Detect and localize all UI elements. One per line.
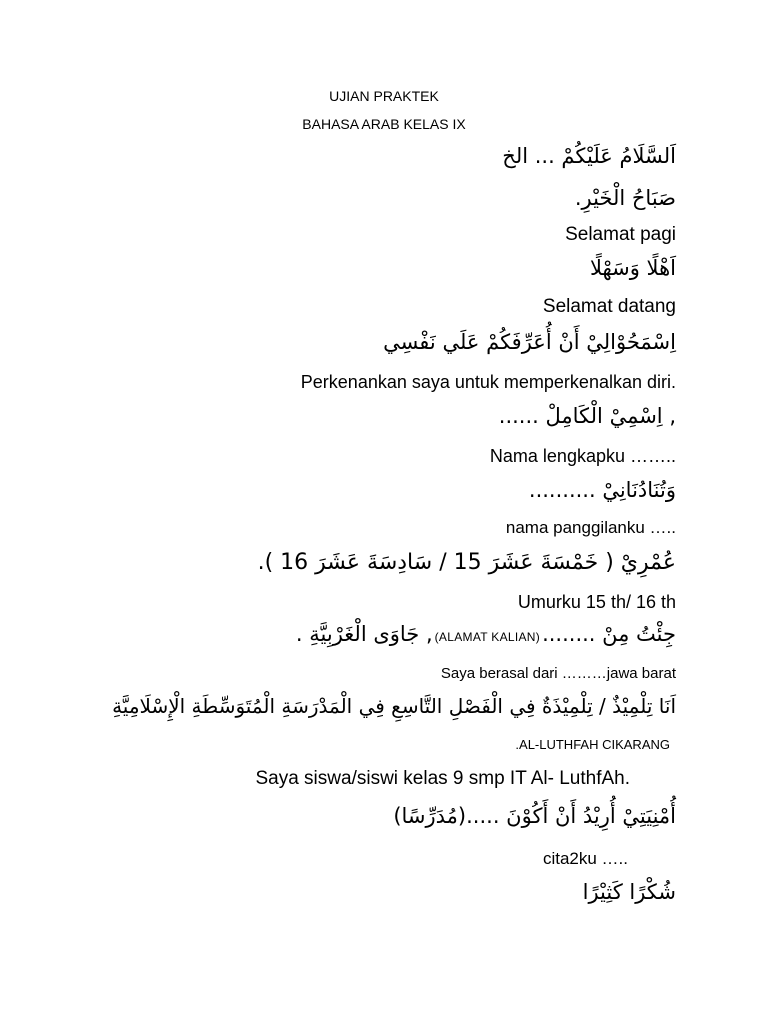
student-indonesian: Saya siswa/siswi kelas 9 smp IT Al- LuthfAh.	[255, 768, 630, 789]
age-arabic: عُمْرِيْ ( خَمْسَةَ عَشَرَ 15 / سَادِسَةَ عَشَرَ 16 ).	[257, 550, 676, 575]
thanks-arabic: شُكْرًا كَثِيْرًا	[582, 880, 676, 904]
full-name-indonesian: Nama lengkapku ……..	[489, 446, 676, 466]
origin-arabic-region: , جَاوَى الْغَرْبِيَّةِ .	[295, 622, 433, 646]
origin-address-note: (ALAMAT KALIAN)	[434, 630, 541, 644]
origin-arabic-dots: جِئْتُ مِنْ ........	[542, 622, 676, 646]
document-title: UJIAN PRAKTEK	[329, 88, 439, 104]
nickname-arabic: وَتُنَادُنَانِيْ ..........	[528, 478, 676, 502]
age-indonesian: Umurku 15 th/ 16 th	[517, 592, 676, 612]
introduction-arabic: اِسْمَحُوْالِيْ أَنْ أُعَرِّفَكُمْ عَلَي نَفْسِي	[383, 330, 676, 354]
document-subtitle: BAHASA ARAB KELAS IX	[302, 116, 466, 132]
student-arabic: اَنَا تِلْمِيْذٌ / تِلْمِيْذَةٌ فِي الْفَصْلِ التَّاسِعِ فِي الْمَدْرَسَةِ الْمُتَوَسِّطَةِ الْإِسْلَامِيَّةِ	[112, 694, 676, 718]
school-name: .AL-LUTHFAH CIKARANG	[515, 737, 670, 752]
dream-arabic: أُمْنِيَتِيْ أُرِيْدُ أَنْ أَكُوْنَ .....(مُدَرِّسًا)	[393, 804, 676, 828]
origin-arabic-line	[296, 622, 676, 647]
full-name-arabic: , اِسْمِيْ الْكَامِلْ ......	[498, 404, 676, 428]
welcome-indonesian: Selamat datang	[542, 296, 676, 317]
morning-arabic: صَبَاحُ الْخَيْرِ.	[574, 186, 676, 210]
welcome-arabic: اَهْلًا وَسَهْلًا	[589, 256, 676, 280]
nickname-indonesian: nama panggilanku …..	[505, 518, 676, 537]
dream-indonesian: cita2ku …..	[542, 849, 628, 868]
morning-indonesian: Selamat pagi	[565, 224, 676, 245]
greeting-arabic: اَلسَّلَامُ عَلَيْكُمْ ... الخ	[502, 144, 676, 168]
origin-indonesian: Saya berasal dari ………jawa barat	[440, 665, 676, 682]
introduction-indonesian: Perkenankan saya untuk memperkenalkan diri.	[300, 372, 676, 392]
